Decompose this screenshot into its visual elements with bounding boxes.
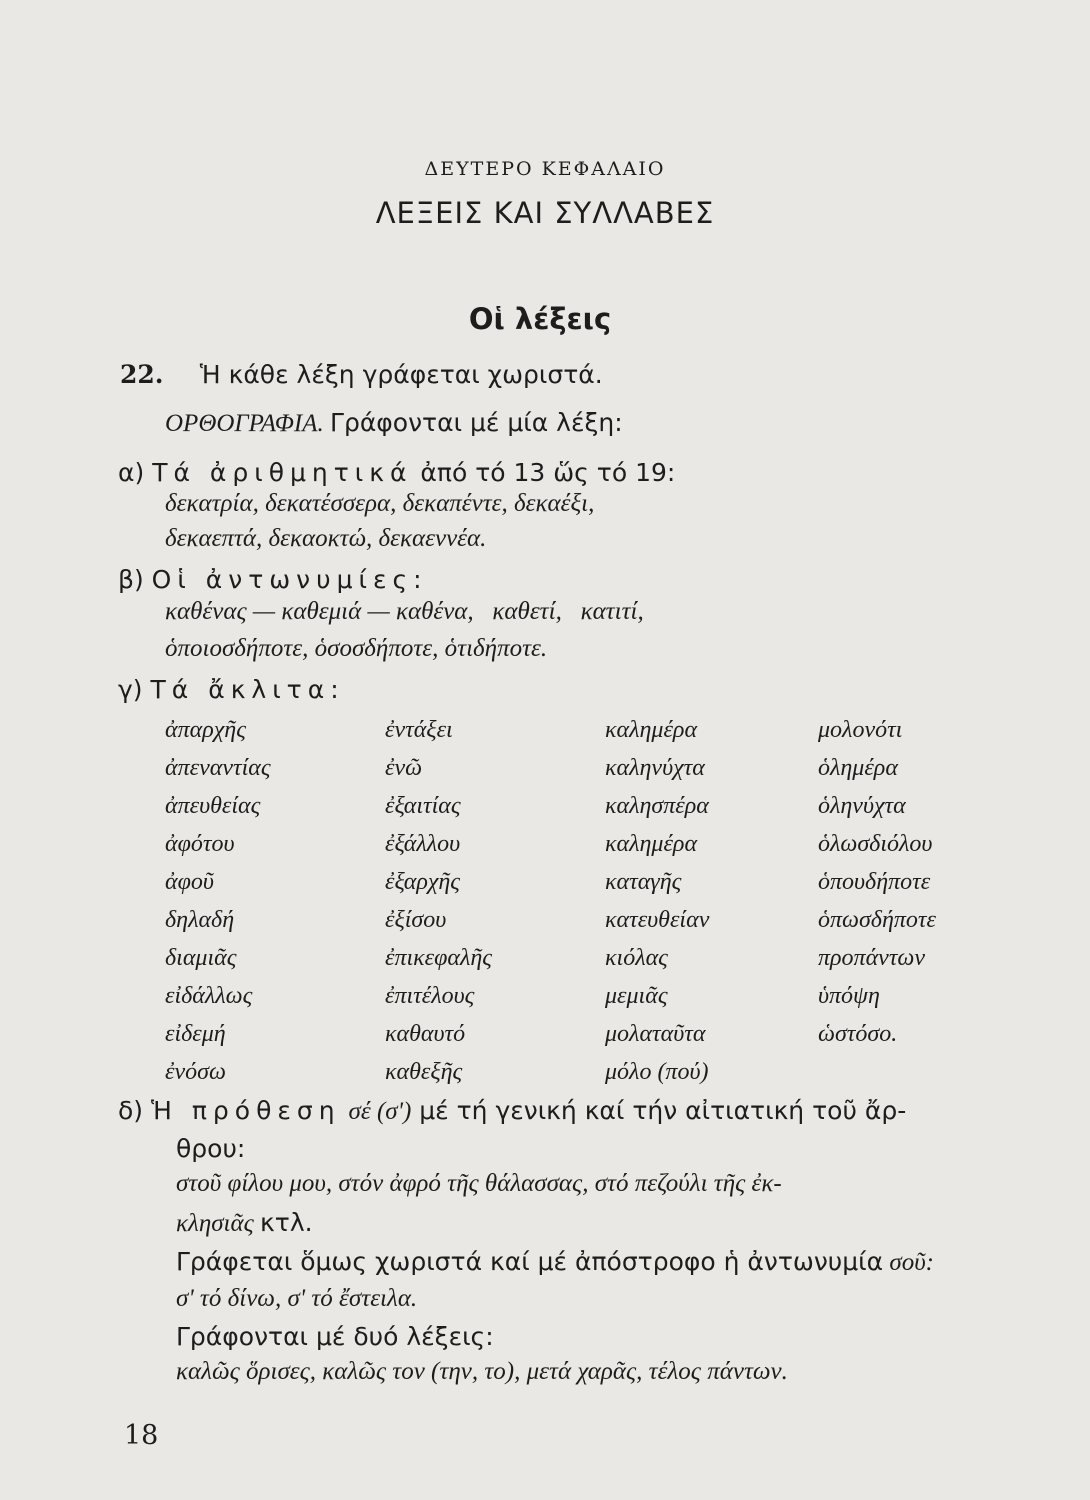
item-d-heading	[118, 1096, 906, 1126]
item-d-rest: μέ τή γενική καί τήν αἰτιατική τοῦ ἄρ-	[419, 1096, 907, 1125]
word: ὡστόσο.	[818, 1021, 898, 1047]
word: προπάντων	[818, 945, 926, 971]
word: ὁλημέρα	[818, 755, 898, 781]
word: καλησπέρα	[605, 793, 709, 819]
item-d-note-2: Γράφονται μέ δυό λέξεις:	[176, 1322, 494, 1351]
word: εἰδάλλως	[165, 983, 253, 1009]
word-column-3	[605, 711, 709, 1091]
item-a-example-1: δεκατρία, δεκατέσσερα, δεκαπέντε, δεκαέξι,	[165, 490, 595, 517]
word-column-1	[165, 711, 271, 1091]
item-d-example-2-rest: κτλ.	[260, 1208, 313, 1237]
item-d-example-3: σ' τό δίνω, σ' τό ἔστειλα.	[176, 1285, 418, 1312]
orthography-text: Γράφονται μέ μία λέξη:	[330, 408, 623, 437]
word: μολαταῦτα	[605, 1021, 706, 1047]
word: μεμιᾶς	[605, 983, 668, 1009]
word: δηλαδή	[165, 907, 235, 933]
item-c-marker: γ)	[118, 675, 143, 704]
item-a-heading	[118, 458, 675, 487]
item-a-lead: Τά ἀριθμητικά	[152, 458, 413, 487]
word: καλημέρα	[605, 717, 698, 743]
word: εἰδεμή	[165, 1021, 226, 1047]
word: ἐξαιτίας	[385, 793, 461, 819]
word: ἀπεναντίας	[165, 755, 271, 781]
orthography-line	[165, 408, 623, 438]
word: καλημέρα	[605, 831, 698, 857]
word: ἐντάξει	[385, 717, 453, 743]
word: ὁπωσδήποτε	[818, 907, 936, 933]
item-d-note-1-text: Γράφεται ὅμως χωριστά καί μέ ἀπόστροφο ἡ ἀντωνυμία	[176, 1247, 884, 1276]
item-d-line-2: θρου:	[176, 1134, 246, 1163]
word: κιόλας	[605, 945, 668, 971]
item-b-example-2: ὁποιοσδήποτε, ὁσοσδήποτε, ὁτιδήποτε.	[165, 635, 548, 662]
word: κατευθείαν	[605, 907, 710, 933]
word: ὁπουδήποτε	[818, 869, 931, 895]
word: ὁληνύχτα	[818, 793, 906, 819]
item-d-note-1	[176, 1247, 934, 1277]
word: ἐξαρχῆς	[385, 869, 461, 895]
orthography-label: ΟΡΘΟΓΡΑΦΙΑ.	[165, 410, 324, 437]
word-column-4	[818, 711, 936, 1053]
word: ἐξίσου	[385, 907, 447, 933]
item-b-marker: β)	[118, 565, 144, 594]
chapter-heading: ΔΕΥΤΕΡΟ ΚΕΦΑΛΑΙΟ	[424, 158, 666, 180]
item-a-rest: ἀπό τό 13 ὥς τό 19:	[420, 458, 676, 487]
word: ἐνόσω	[165, 1059, 226, 1085]
word: ἀπαρχῆς	[165, 717, 246, 743]
item-d-lead: Ἡ πρόθεση	[151, 1096, 341, 1125]
word: ἀπευθείας	[165, 793, 261, 819]
item-d-example-4: καλῶς ὅρισες, καλῶς τον (την, το), μετά χαρᾶς, τέλος πάντων.	[176, 1358, 788, 1385]
word: ὁλωσδιόλου	[818, 831, 933, 857]
word-column-2	[385, 711, 492, 1091]
word: καθαυτό	[385, 1021, 466, 1047]
rule-number: 22.	[120, 360, 164, 389]
word: μολονότι	[818, 717, 903, 743]
item-c-heading	[118, 675, 345, 704]
word: διαμιᾶς	[165, 945, 237, 971]
word: καθεξῆς	[385, 1059, 463, 1085]
word: ἐπιτέλους	[385, 983, 475, 1009]
item-a-marker: α)	[118, 458, 145, 487]
chapter-title: ΛΕΞΕΙΣ ΚΑΙ ΣΥΛΛΑΒΕΣ	[375, 196, 715, 230]
word: ἀφοῦ	[165, 869, 214, 895]
word: ἐνῶ	[385, 755, 423, 781]
section-heading: Οἱ λέξεις	[468, 302, 612, 336]
rule-text: Ἡ κάθε λέξη γράφεται χωριστά.	[199, 360, 603, 389]
word: ὑπόψη	[818, 983, 880, 1009]
item-b-heading	[118, 565, 428, 594]
item-d-note-1-italic: σοῦ:	[889, 1249, 934, 1276]
page-number: 18	[124, 1420, 159, 1451]
word: ἐπικεφαλῆς	[385, 945, 493, 971]
item-d-marker: δ)	[118, 1096, 144, 1125]
item-d-example-1: στοῦ φίλου μου, στόν ἀφρό τῆς θάλασσας, στό πεζούλι τῆς ἐκ-	[176, 1170, 782, 1197]
word: ἀφότου	[165, 831, 235, 857]
item-d-example-2	[176, 1208, 313, 1238]
item-d-example-2-italic: κλησιᾶς	[176, 1210, 254, 1237]
word: μόλο (πού)	[605, 1059, 709, 1085]
item-a-example-2: δεκαεπτά, δεκαοκτώ, δεκαεννέα.	[165, 525, 487, 552]
item-b-lead: Οἱ ἀντωνυμίες:	[151, 565, 428, 594]
item-b-example-1: καθένας — καθεμιά — καθένα, καθετί, κατιτί,	[165, 598, 644, 625]
rule-paragraph	[120, 360, 603, 390]
word: ἐξάλλου	[385, 831, 461, 857]
word: καληνύχτα	[605, 755, 705, 781]
word: καταγῆς	[605, 869, 682, 895]
item-d-italic: σέ (σ')	[348, 1098, 412, 1125]
item-c-lead: Τά ἄκλιτα:	[150, 675, 345, 704]
